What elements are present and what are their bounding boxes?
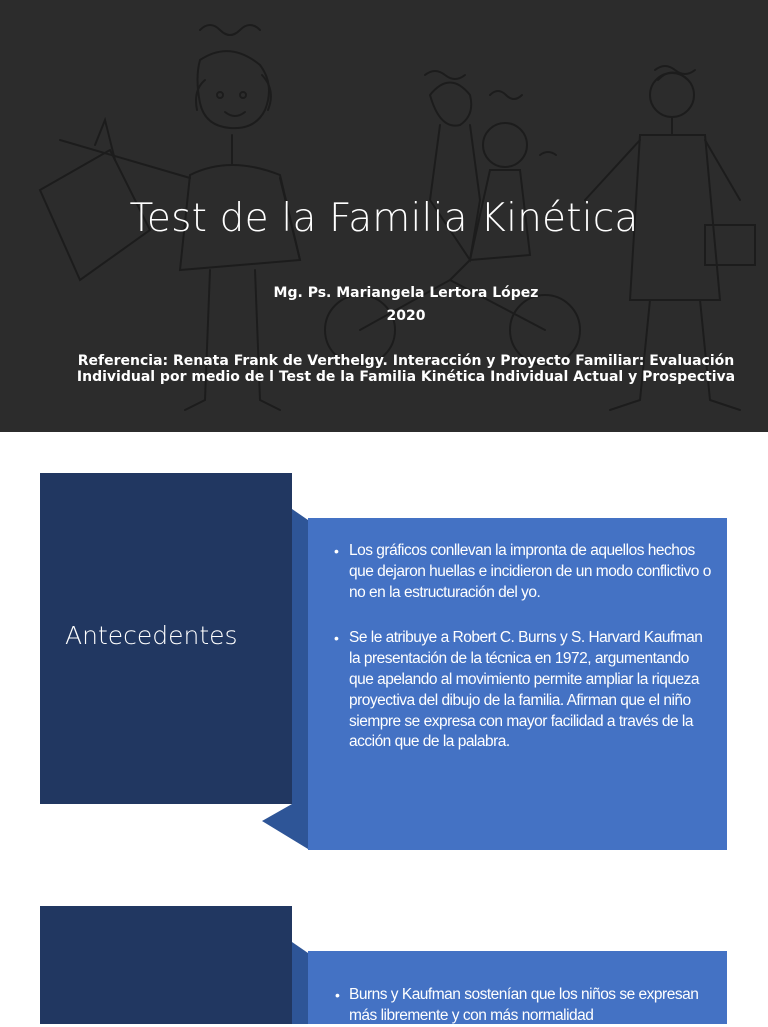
- heading-box: [40, 906, 292, 1024]
- content-box: [308, 951, 727, 1024]
- bullet-text: Los gráficos conllevan la impronta de aquellos hechos que dejaron huellas e incidieron de un modo conflictivo o no en la estructuración del yo.: [349, 542, 711, 601]
- title-slide: [0, 0, 768, 432]
- bullet-icon: •: [334, 543, 339, 559]
- bullet-list: [334, 541, 711, 753]
- bullet-icon: •: [335, 987, 340, 1003]
- reference-text: [0, 353, 768, 385]
- section-heading: Antecedentes: [65, 621, 238, 650]
- slide-title: Test de la Familia Kinética: [129, 196, 639, 241]
- box-connector: [262, 942, 310, 1024]
- bullet-item: [334, 628, 711, 753]
- author-name: Mg. Ps. Mariangela Lertora López: [273, 285, 539, 301]
- bullet-text: Burns y Kaufman sostenían que los niños se expresan más libremente y con más normalidad: [349, 986, 699, 1024]
- bullet-text: Se le atribuye a Robert C. Burns y S. Harvard Kaufman la presentación de la técnica en 1972, argumentando que apelando al movimiento permite ampliar la riqueza proyectiva del dibujo de la familia. Afirman que el niño siempre se expresa con mayor facilidad a través de la acción que de la palabra.: [349, 629, 703, 751]
- year-label: 2020: [386, 308, 426, 324]
- reference-line-2: Individual por medio de l Test de la Familia Kinética Individual Actual y Prospectiva: [76, 369, 736, 385]
- bullet-item: [335, 985, 711, 1027]
- bullet-list: [335, 985, 711, 1027]
- bullet-item: [334, 541, 711, 603]
- box-connector: [262, 509, 310, 851]
- heading-box: [40, 473, 292, 804]
- reference-line-1: Referencia: Renata Frank de Verthelgy. Interacción y Proyecto Familiar: Evaluación: [77, 353, 735, 369]
- bullet-icon: •: [334, 630, 339, 647]
- content-box: [308, 518, 727, 850]
